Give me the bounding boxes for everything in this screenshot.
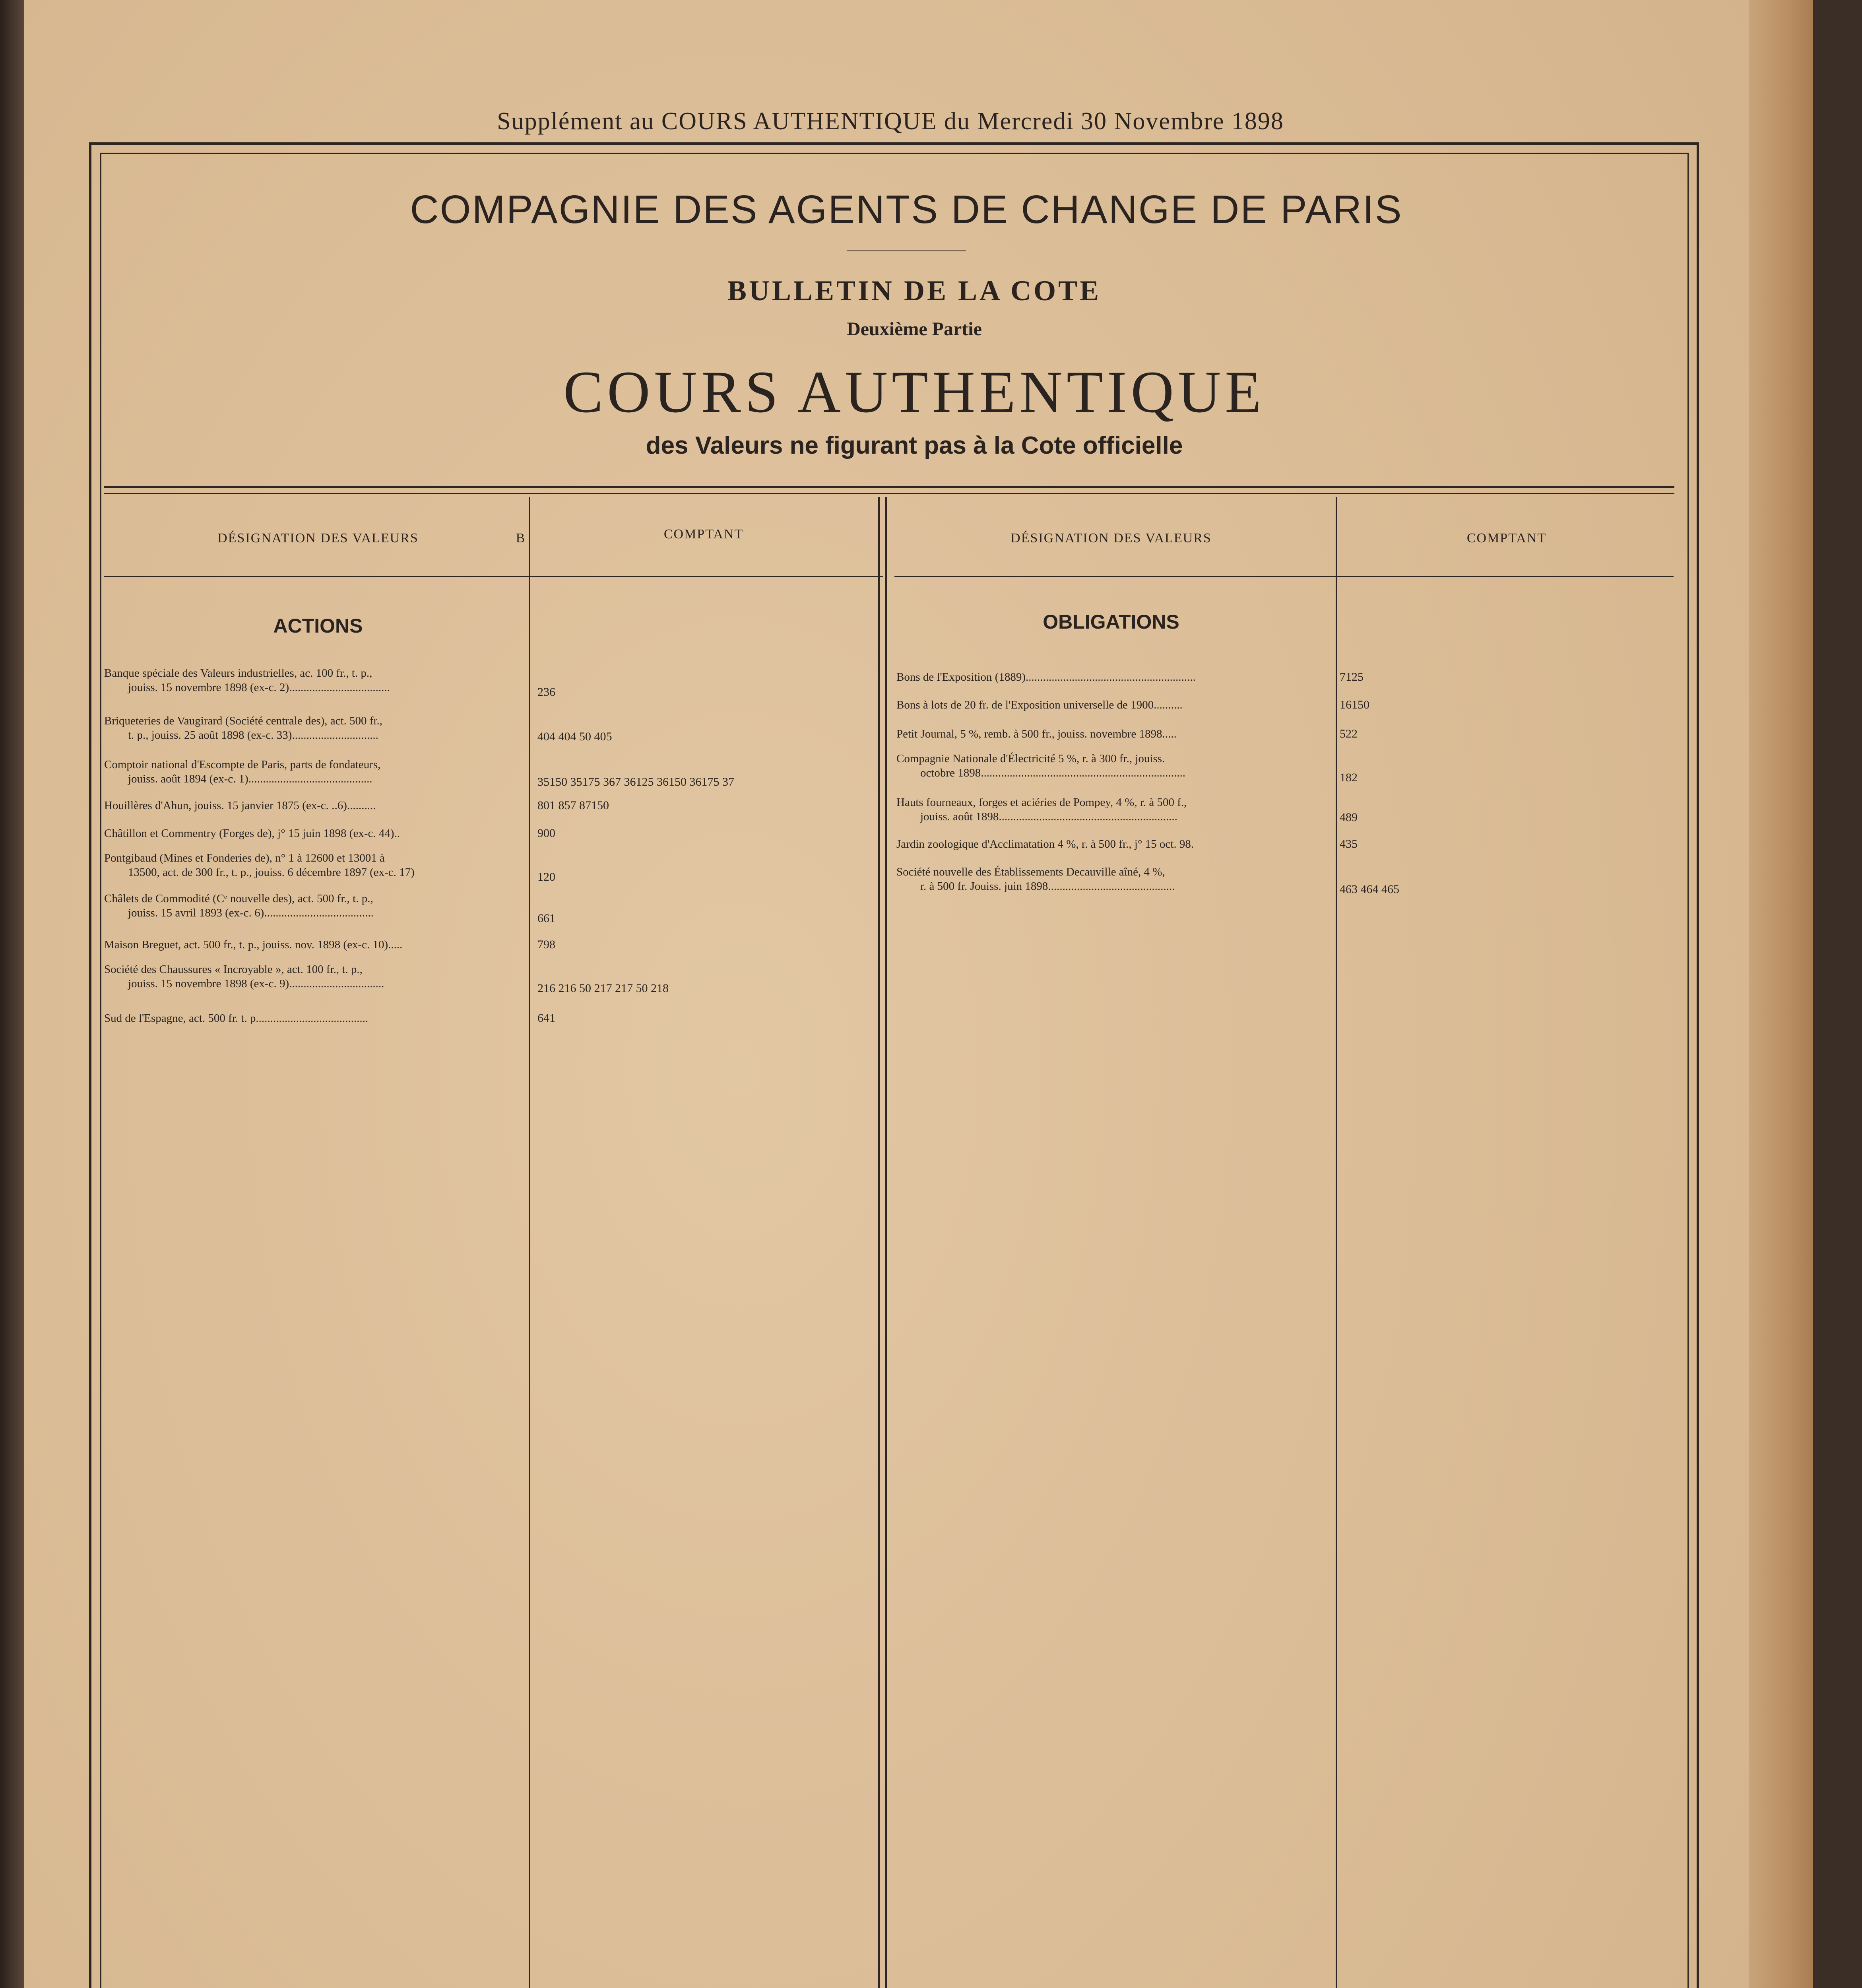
comptant-value: 7125: [1340, 670, 1364, 683]
supplement-header: Supplément au COURS AUTHENTIQUE du Mercredi 30 Novembre 1898: [497, 108, 1284, 135]
comptant-value: 120: [537, 870, 555, 883]
upper-left-b-header: B: [516, 531, 526, 546]
comptant-value: 435: [1340, 837, 1358, 850]
obligations-section-title: OBLIGATIONS: [1043, 611, 1179, 633]
list-item: Petit Journal, 5 %, remb. à 500 fr., jouiss. novembre 1898..... 522: [896, 727, 1358, 740]
upper-center-divider-b: [885, 497, 887, 1988]
title-rule: [847, 250, 966, 252]
comptant-value: 216 216 50 217 217 50 218: [537, 982, 669, 995]
inner-frame: [100, 153, 1689, 1988]
comptant-value: 522: [1340, 727, 1358, 740]
list-item: Maison Breguet, act. 500 fr., t. p., jouiss. nov. 1898 (ex-c. 10)..... 798: [104, 938, 555, 951]
page-edge-stack: [1749, 0, 1813, 1988]
list-item: Bons de l'Exposition (1889)........................................................... 7125: [896, 670, 1364, 683]
list-item: Châtillon et Commentry (Forges de), j° 15 juin 1898 (ex-c. 44).. 900: [104, 827, 555, 840]
list-item: Hauts fourneaux, forges et aciéries de Pompey, 4 %, r. à 500 f., jouiss. août 1898.............................................................. 489: [896, 796, 1358, 824]
upper-right-designation-header: DÉSIGNATION DES VALEURS: [1011, 531, 1212, 546]
subtitle: des Valeurs ne figurant pas à la Cote officielle: [646, 432, 1183, 459]
upper-left-header-rule: [104, 576, 883, 577]
list-item: Société nouvelle des Établissements Decauville aîné, 4 %, r. à 500 fr. Jouiss. juin 1898............................................ 463 464 465: [896, 866, 1399, 896]
upper-left-comptant-header: COMPTANT: [663, 527, 744, 542]
comptant-value: 236: [537, 685, 555, 699]
comptant-value: 801 857 87150: [537, 799, 609, 812]
upper-center-divider-a: [878, 497, 880, 1988]
upper-right-col-divider: [1336, 497, 1337, 1988]
bulletin-title: BULLETIN DE LA COTE: [727, 275, 1102, 307]
list-item: Bons à lots de 20 fr. de l'Exposition universelle de 1900.......... 16150: [896, 698, 1369, 711]
comptant-value: 661: [537, 912, 555, 925]
company-title: COMPAGNIE DES AGENTS DE CHANGE DE PARIS: [410, 187, 1403, 232]
book-spine: [0, 0, 24, 1988]
cours-title: COURS AUTHENTIQUE: [563, 359, 1265, 425]
list-item: Société des Chaussures « Incroyable », act. 100 fr., t. p., jouiss. 15 novembre 1898 (ex-c. 9)................................. 216 216 50 217 217 50 218: [104, 963, 669, 995]
comptant-value: 404 404 50 405: [537, 730, 612, 743]
list-item: Comptoir national d'Escompte de Paris, parts de fondateurs, jouiss. août 1894 (ex-c. 1)........................................... 35150 35175 367 36125 36150 36175 37: [104, 758, 734, 788]
list-item: Pontgibaud (Mines et Fonderies de), n° 1 à 12600 et 13001 à 13500, act. de 300 fr., t. p., jouiss. 6 décembre 1897 (ex-c. 17) 120: [104, 852, 555, 883]
upper-right-comptant-header: COMPTANT: [1466, 531, 1547, 546]
upper-left-designation-header: DÉSIGNATION DES VALEURS: [217, 531, 419, 546]
comptant-value: 798: [537, 938, 555, 951]
comptant-value: 16150: [1340, 698, 1369, 711]
upper-table-top-rule: [104, 486, 1674, 488]
list-item: Sud de l'Espagne, act. 500 fr. t. p....................................... 641: [104, 1011, 555, 1025]
list-item: Banque spéciale des Valeurs industrielles, ac. 100 fr., t. p., jouiss. 15 novembre 1898 (ex-c. 2)................................... 236: [104, 667, 555, 699]
comptant-value: 641: [537, 1011, 555, 1025]
comptant-value: 900: [537, 827, 555, 840]
list-item: Jardin zoologique d'Acclimatation 4 %, r. à 500 fr., j° 15 oct. 98. 435: [896, 837, 1358, 850]
upper-table-top-rule-2: [104, 493, 1674, 494]
comptant-value: 489: [1340, 811, 1358, 824]
partie-label: Deuxième Partie: [847, 318, 982, 340]
comptant-value: 182: [1340, 771, 1358, 784]
list-item: Houillères d'Ahun, jouiss. 15 janvier 1875 (ex-c. ..6).......... 801 857 87150: [104, 799, 609, 812]
list-item: Briqueteries de Vaugirard (Société centrale des), act. 500 fr., t. p., jouiss. 25 août 1898 (ex-c. 33).............................. 404 404 50 405: [104, 714, 612, 743]
comptant-value: 463 464 465: [1340, 883, 1399, 896]
comptant-value: 35150 35175 367 36125 36150 36175 37: [537, 775, 734, 788]
upper-right-header-rule: [894, 576, 1674, 577]
actions-section-title: ACTIONS: [273, 615, 363, 637]
list-item: Compagnie Nationale d'Électricité 5 %, r. à 300 fr., jouiss. octobre 1898....................................................................... 182: [896, 752, 1358, 784]
list-item: Châlets de Commodité (Cᵉ nouvelle des), act. 500 fr., t. p., jouiss. 15 avril 1893 (ex-c. 6)...................................... 661: [104, 892, 555, 925]
